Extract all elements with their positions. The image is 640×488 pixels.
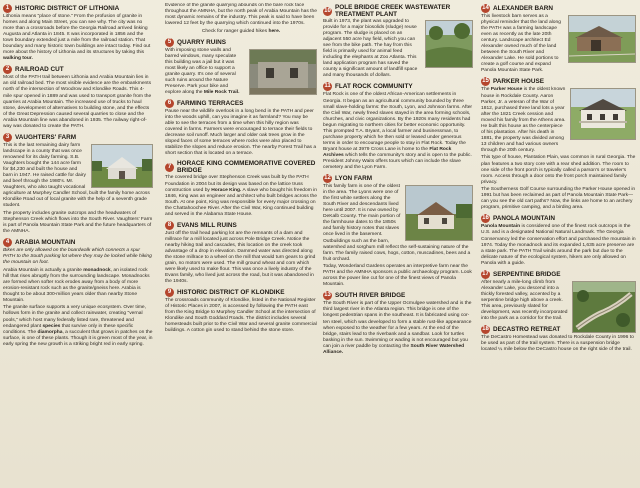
section-number-badge: 13 — [324, 292, 331, 299]
serpentine-bridge-photo — [572, 281, 636, 333]
section-heading — [165, 99, 317, 108]
section-railroad-cut — [3, 65, 153, 129]
body-text: The South River is part of the Upper Ocmulgee watershed and is the third largest river in the Atlanta region. This bridge is one of the longest pedestrian spans in the southeast. It is fabricated using cor-ten steel, which was developed to form a stable rust-like appearance when exposed to the weather for a few years. At the end of the bridge, stairs lead to the riverbank and a sandbar. Look for turtles basking in the sun. Swimming or wading is not encouraged but you can join a river paddle by contacting the — [323, 301, 472, 349]
body-text: With imposing stone walls and barred windows, many speculate this building was a jail but it was most likely an office to support a granite quarry. It's one of several such ruins around the Nature Preserve. Park your bike and explore along the — [165, 47, 237, 96]
section-heading — [323, 174, 473, 183]
section-body: This type of house, Plantation Plain, was common in rural Georgia. The plan features a two story core with a rear shed addition. The room to one side of the front porch is typically called a parson's or traveler's room. Access through a door onto the front porch maintained family privacy. — [481, 155, 636, 185]
section-title: QUARRY RUINS — [177, 38, 226, 46]
section-arabia-mountain — [3, 238, 153, 348]
section-body: Today, Wonderland Gardens operates an interpretive farm near the PATH and the AMNHA sponsors a public archaeology program. Look across the power line cut for one of the finest views of Panola Mountain. — [323, 264, 472, 288]
section-body: This family farm is one of the oldest in the area. The Lyons were one of the first white settlers along the South River and descendants lived here until 2007. It is now owned by DeKalb County. The main portion of the farmhouse dates to the 1850s and family history notes that slaves once lived in the basement. Outbuildings such as the barn, watershed and sorghum mill reflect the self-sustaining nature of the farm. The family raised cows, hogs, cotton, muscadines, bees and a fruit orchard. — [323, 184, 471, 262]
column-4 — [481, 3, 636, 485]
section-title: HISTORIC DISTRICT OF KLONDIKE — [177, 289, 285, 297]
section-heading — [481, 325, 568, 334]
section-heading — [3, 4, 153, 13]
body-text: , an isolated rock hill that rises abruptly from the surrounding landscape. Monadnocks are formed when softer rock erodes away from a body of more erosion-resistant rock such as the granite/gneiss here. Arabia is thought to be about 300-million years older than nearby Stone Mountain. — [3, 267, 150, 303]
section-title: SERPENTINE BRIDGE — [493, 270, 561, 278]
bike-note: Bikes are only allowed on the boardwalk which connects a spur PATH to the South parking lot where they may be locked while hiking the mountain on foot. — [3, 248, 152, 266]
section-heading — [3, 65, 153, 74]
section-evans-mill-ruins — [165, 221, 317, 285]
section-title: EVANS MILL RUINS — [177, 221, 237, 229]
section-body — [3, 305, 153, 347]
section-heading — [165, 160, 317, 174]
section-panola-mountain — [481, 214, 636, 266]
section-title: FARMING TERRACES — [177, 100, 244, 108]
alexander-barn-photo — [568, 15, 636, 63]
section-title: DECASTRO RETREAT — [493, 326, 561, 334]
parker-house-link[interactable]: Parker House — [490, 87, 523, 93]
section-body: Pause near the wildlife overlook in a long bend in the PATH and peer into the woods uphill, can you imagine it as farmland? You may be able to see the terraces from a time when this hilly region was covered in farms. Farmers were encouraged to terrace their fields to decrease soil runoff. Much larger and older oak trees grow in the sloped faces of some terraces where rocks were also placed to stabilize the slopes and reduce erosion. The nearby Forest Trail has a short section that is located on a terrace. — [165, 109, 317, 157]
section-number-badge: 11 — [324, 83, 331, 90]
section-body — [481, 224, 636, 266]
section-number-badge: 9 — [165, 288, 174, 297]
section-number-badge: 17 — [482, 270, 489, 277]
section-body — [323, 92, 473, 171]
section-body — [165, 29, 317, 35]
body-text: A slave who bought his freedom in 1846, King was an engineer and architect who built bridges across the South. At one point, King was responsible for every major crossing on the Chattahoochee River. After the Civil War, King continued building and served in the Alabama State House. — [165, 187, 317, 217]
quarry-ruins-photo — [249, 49, 317, 95]
mile-rock-trail-link[interactable]: Mile Rock Trail. — [203, 90, 240, 96]
section-body: The Southerness Golf Course surrounding the Parker House opened in 1991 but has been reclaimed as part of Panola Mountain State Park—can you see the old cart paths? Now, the links are home to an archery program, primitive camping, and a birding area. — [481, 187, 636, 211]
section-heading — [481, 4, 636, 13]
section-title: VAUGHTERS' FARM — [15, 133, 77, 141]
section-parker-house — [481, 77, 636, 211]
section-title: ALEXANDER BARN — [493, 5, 554, 12]
section-number-badge: 6 — [165, 99, 174, 108]
section-serpentine-bridge — [481, 270, 636, 322]
section-heading — [3, 238, 153, 247]
section-body: After nearly a mile-long climb from Alexander Lake, you descend into a thickly forested valley, accented by a serpentine bridge high above a creek. This area, previously slated for development, was recently incorporated into the park as a corridor for the trail. — [481, 279, 568, 322]
pole-bridge-photo — [425, 20, 473, 68]
section-title: ARABIA MOUNTAIN — [15, 239, 76, 246]
column-1 — [3, 3, 153, 485]
section-heading — [165, 288, 317, 297]
section-quarry-intro — [165, 3, 317, 35]
column-3 — [323, 3, 473, 485]
section-horace-king-bridge — [165, 160, 317, 217]
section-number-badge: 12 — [324, 175, 331, 182]
walking-tour-link[interactable]: walking tour. — [3, 56, 33, 62]
section-number-badge: 4 — [3, 238, 12, 247]
section-historic-district-lithonia — [3, 4, 153, 62]
section-body — [3, 268, 153, 304]
section-heading — [165, 221, 317, 230]
body-text: Lithonia means "place of stone." From the profusion of granite in homes and along Main Street, you can see why. The city was no more than a crossroads before the Georgia Railroad arrived linking Augusta and Atlanta in 1845. It was incorporated in 1856 and the town boundary extended just a mile from the railroad station. That boundary and many historic town buildings are intact today. Find out more about the history of Lithonia and its structures by taking this — [3, 14, 151, 56]
section-farming-terraces — [165, 99, 317, 157]
section-title: HORACE KING COMMEMORATIVE COVERED BRIDGE — [177, 160, 316, 175]
body-text: Flat Rock is one of the oldest African-American settlements in Georgia. It began as an agricultural community bounded by three small slave-holding farms: the South, Lyon, and Johnson farms. After the Civil War, newly freed slaves stayed in the area forming schools, churches, and civic organizations. By the 1920s many residents had begun migrating to northern cities for better economic opportunity. This prompted T.A. Bryant, a local farmer and businessman, to purchase property which he then sold or leased under generous terms in order to encourage people to stay in Flat Rock. Today the Bryant house at 3979 Cross Lane is home to the — [323, 92, 473, 152]
body-text: The covered bridge over Stephenson Creek was built by the PATH Foundation in 2004 but its design was based on the lattice truss construction used by — [165, 175, 309, 193]
section-number-badge: 16 — [482, 215, 489, 222]
section-body: Built in 1973, the plant was upgraded to provide for a major biosolids (sludge) reuse program. The sludge is placed on an adjacent 550 acre hay field, which you can see from the bike path. The hay from this field is primarily used for animal feed including the elephants at Zoo Atlanta. This land application program has saved the county a significant amount of landfill space and many thousands of dollars. — [323, 19, 418, 79]
watershed-alliance-link[interactable]: South River Watershed Alliance. — [323, 343, 465, 355]
section-heading — [165, 38, 317, 47]
section-heading — [481, 214, 636, 223]
section-number-badge: 5 — [165, 38, 174, 47]
body-text: is considered one of the finest rock outcrops in the U.S. and is a designated National Natural Landmark. The Georgia Conservancy led the conservation effort and purchased the mountain in 1974. Today the monadnock and its expanded 1,635 acre preserve are a state park. The PATH Trail winds around the park but due to the delicate nature of the ecological system, hikers are only allowed on Panola with a guide. — [481, 224, 636, 266]
section-body — [323, 301, 473, 355]
section-number-badge: 15 — [482, 78, 489, 85]
section-body: Most of the PATH trail between Lithonia and Arabia Mountain lies in an old railroad bed. The most visible evidence are the embankments north of the intersection of Woodrow and Klondike Roads. This 4-mile spur opened in 1889 and was used to transport granite from the quarries at Arabia Mountain. The increased use of trucks to haul stone, development of alternatives to building stone, and the effects of the Great Depression caused several quarries to close and the Arabia Mountain line was abandoned in 1935. The railway right-of-way was donated to create the PATH. — [3, 75, 152, 129]
section-number-badge: 2 — [3, 65, 12, 74]
section-title: HISTORIC DISTRICT OF LITHONIA — [15, 5, 120, 12]
section-body: Evidence of the granite quarrying abounds on the bare rock face throughout the AMNHA, but the north peak of Arabia Mountain has the most dynamic remains of the industry. This peak is said to have been lowered 12 feet by the quarrying which continued into the 1970s. — [165, 3, 317, 27]
section-body: The property includes granite outcrops and the headwaters of Stephenson Creek which flows into the South River. Vaughters' Farm is part of Panola Mountain State Park and the future headquarters of the AMNHA. — [3, 210, 153, 234]
section-title: PANOLA MOUNTAIN — [493, 215, 556, 223]
diamorpha-term: diamorpha — [37, 329, 63, 335]
flat-rock-archives-link[interactable]: Flat Rock Archives — [323, 146, 452, 158]
ranger-hikes-link[interactable]: here. — [268, 28, 281, 34]
monadnock-term: monadnock — [83, 267, 111, 273]
section-number-badge: 8 — [165, 221, 174, 230]
section-body: The crossroads community of Klondike, listed in the National Register of Historic Places in 2007, is accessed by following the PATH east from the King Bridge to Murphey Candler School at the intersection of Klondike and South Goddard Roads. The district includes several homesteads built prior to the Civil War and several granite commercial buildings. A cotton gin used to stand behind the stone store. — [165, 298, 317, 334]
section-south-river-bridge — [323, 291, 473, 355]
section-number-badge: 14 — [482, 5, 489, 11]
lyon-farm-photo — [405, 185, 473, 241]
section-alexander-barn — [481, 4, 636, 74]
section-body — [165, 175, 317, 217]
section-body — [3, 14, 153, 62]
section-heading — [481, 270, 636, 279]
section-number-badge: 10 — [324, 7, 331, 14]
parker-house-photo — [570, 88, 636, 140]
section-heading — [323, 291, 473, 300]
barn-photo — [91, 144, 153, 188]
section-title: POLE BRIDGE CREEK WASTEWATER TREATMENT PLANT — [335, 4, 451, 18]
panola-mountain-link[interactable]: Panola Mountain — [481, 224, 521, 230]
species-link[interactable]: species — [42, 323, 61, 329]
section-quarry-ruins — [165, 38, 317, 96]
body-text: is the oldest known house in Rockdale County. Aaron Parker, Jr. a veteran of the War of 1812, purchased three land lots a year after the 1821 Creek cession and moved his family from the Athens area. He built this house as the centerpiece of his plantation. After his death in 1881, the property was divided among 13 children and had various owners through the 20th century. — [481, 87, 566, 153]
section-heading — [323, 4, 473, 18]
section-body: This livestock barn serves as a physical reminder that the land along the PATH was a farming landscape even as recently as the late 20th century. Landscape architect Ed Alexander owned much of the land between the South River and Alexander Lake. He sold portions to create a golf course and expand Panola Mountain State Park. — [481, 14, 561, 74]
section-flat-rock-community — [323, 82, 473, 171]
section-heading — [3, 133, 153, 142]
section-pole-bridge-plant — [323, 4, 473, 79]
section-number-badge: 3 — [3, 133, 12, 142]
body-text: , a succulent that grows in patches on the surface, is one of these plants. Though it is green most of the year, in early spring the new growth is a striking bright red in early spring. — [3, 329, 153, 347]
section-number-badge: 1 — [3, 4, 12, 13]
section-title: SOUTH RIVER BRIDGE — [335, 292, 406, 300]
body-text: which tells the community's story and is open to the public. President Johnny Waits offers tours which can include the slave cemetery and the Lyon Farm. — [323, 152, 472, 171]
body-text: The — [481, 87, 490, 93]
section-number-badge: 7 — [165, 163, 174, 172]
section-heading — [481, 77, 636, 86]
body-text: Check for ranger guided hikes — [201, 28, 268, 34]
section-title: RAILROAD CUT — [15, 66, 64, 74]
body-text: The granite surface supports a very unique ecosystem. Over time, hollows form in the granite and collect rainwater, creating "vernal pools," which host many federally listed rare, threatened and endangered plant — [3, 305, 146, 329]
body-text: that survive only in these specific conditions. The — [3, 323, 134, 335]
column-2 — [165, 3, 317, 485]
body-text: Arabia Mountain is actually a granite — [3, 267, 82, 273]
section-title: PARKER HOUSE — [493, 78, 545, 86]
section-body: Just off the trail head parking lot are the remnants of a dam and millrace for a mill located just across Pole Bridge Creek. Notice the nearby hiking trail and cascades, this location on the creek took advantage of a drop in elevation. Dammed water was directed along the stone millrace to a wheel on the mill that would turn gears to grind grain, no motors were used. The mill ground wheat and corn which were likely used to make flour. This was once a lively industry of the Evans family, who lived just across the road, but it was abandoned in the 1940s. — [165, 230, 316, 285]
section-historic-district-klondike — [165, 288, 317, 334]
section-body: This is the last remaining dairy farm landscape in a county that was once renowned for its dairy farming. S.B. Vaughters bought the 144 acre farm for $4,230 and built the house and barn in 1947. He raised cattle for dairy and beef through the 1980's. Mr. Vaughters, who also taught vocational agriculture at Murphey Candler School, built the family home across Klondike Road out of local granite with the help of a seventh grade student. — [3, 142, 150, 209]
section-vaughters-farm — [3, 133, 153, 235]
section-title: FLAT ROCK COMMUNITY — [335, 83, 413, 91]
section-body: The DeCastro Homestead was donated to Rockdale County in 1996 to be used as part of the trail system. There is a suspension bridge located ¼ mile below the DeCastro house on the right side of the trail. — [481, 335, 634, 353]
section-number-badge: 18 — [482, 326, 489, 333]
section-heading — [323, 82, 473, 91]
horace-king-link[interactable]: Horace King. — [211, 187, 242, 193]
section-lyon-farm — [323, 174, 473, 288]
section-title: LYON FARM — [335, 175, 373, 183]
